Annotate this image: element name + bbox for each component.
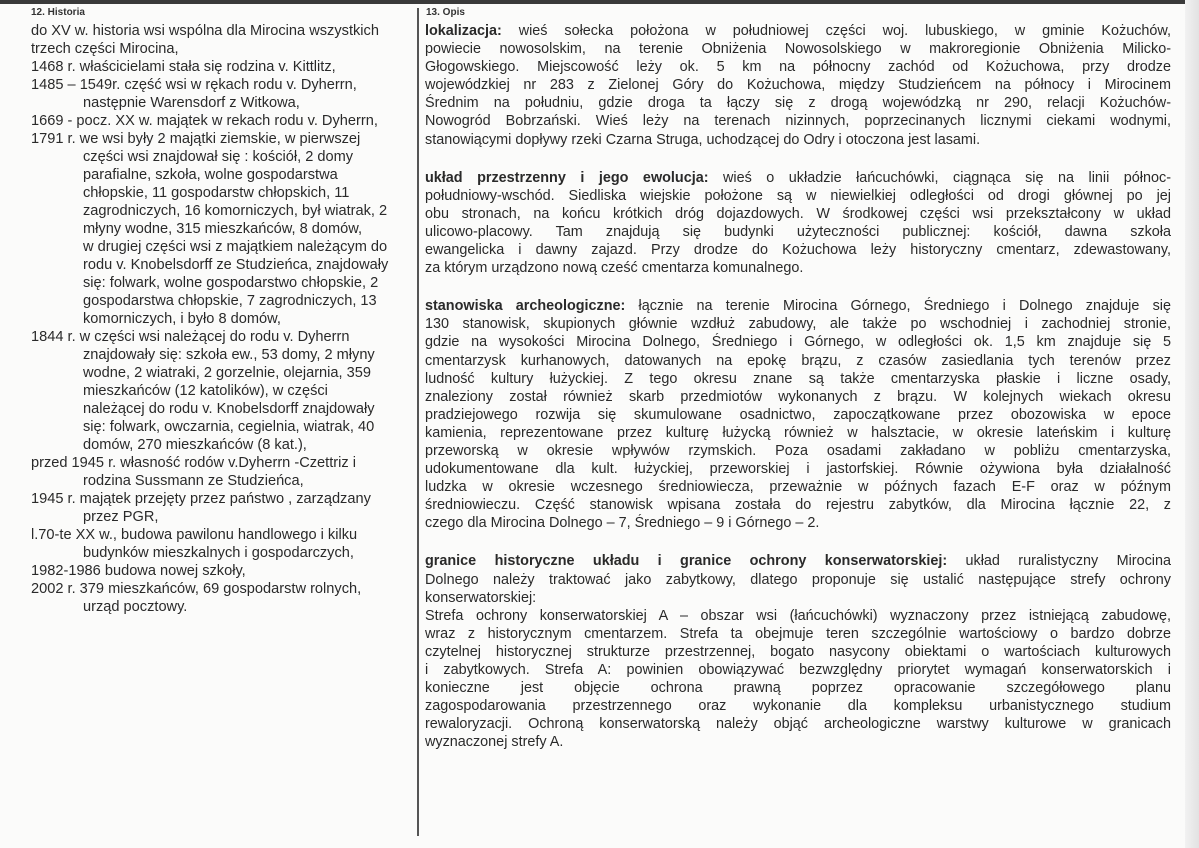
paragraph-line xyxy=(425,388,1171,406)
paragraph-text: układ ruralistyczny Mirocina xyxy=(947,553,1171,570)
history-line: rodu v. Knobelsdorff ze Studzieńca, znajdowały xyxy=(83,257,389,273)
paragraph-label: granice historyczne układu i granice ochrony konserwatorskiej: xyxy=(425,553,948,570)
history-line: 1485 – 1549r. część wsi w rękach rodu v. Dyherrn, xyxy=(31,77,357,93)
paragraph-line xyxy=(425,406,1171,424)
history-line: trzech części Mirocina, xyxy=(31,41,179,57)
paragraph-line xyxy=(425,58,1171,76)
paragraph-line xyxy=(425,607,1171,625)
description-paragraph xyxy=(425,169,1171,278)
description-paragraph xyxy=(425,297,1171,532)
history-line: następnie Warensdorf z Witkowa, xyxy=(83,95,300,111)
paragraph-text: czytelnej historycznej strukturze przestrzennej, bogato nasycony obiektami o wartościach kulturowych xyxy=(425,643,1171,660)
paragraph-text: przeworską w okresie wpływów rzymskich. Poza osadami zakładano w pobliżu cmentarzyska, xyxy=(425,442,1171,459)
history-line: przez PGR, xyxy=(83,509,159,525)
history-line: zagrodniczych, 16 komorniczych, był wiatrak, 2 xyxy=(83,203,388,219)
paragraph-text: łącznie na terenie Mirocina Górnego, Średniego i Dolnego znajduje się xyxy=(625,298,1171,315)
paragraph-text: średniowieczu. Część stanowisk wpisana została do rejestru zabytków, dla Mirocina łącznie 22, z xyxy=(425,497,1171,514)
history-line: 1669 - pocz. XX w. majątek w rekach rodu v. Dyherrn, xyxy=(31,113,378,129)
history-line: gospodarstwa chłopskie, 7 zagrodniczych, 13 xyxy=(83,293,377,309)
paragraph-text: Dolnego należy traktować jako zabytkowy, dlatego proponuje się ustalić następujące strefy ochrony xyxy=(425,571,1171,588)
paragraph-text: pradziejowego rozwija się skumulowane osadnictwo, zapoczątkowane przez obozowiska w epoce xyxy=(425,406,1171,423)
history-line: znajdowały się: szkoła ew., 53 domy, 2 młyny xyxy=(83,347,375,363)
paragraph-text: południowy-wschód. Siedliska wiejskie położone są w niewielkiej odległości od drogi głównej po jej xyxy=(425,187,1171,204)
paragraph-text: i zabytkowych. Strefa A: powinien obowiązywać bezwzględny priorytet wymagań konserwatorskich i xyxy=(425,662,1171,678)
paragraph-line xyxy=(425,297,1171,315)
paragraph-text: ludzka w okresie wczesnego średniowiecza, przeważnie w późnych fazach E-F oraz w późnym xyxy=(425,479,1171,496)
history-line: mieszkańców (12 katolików), w części xyxy=(83,383,328,399)
paragraph-text: za którym urządzono nową cześć cmentarza komunalnego. xyxy=(425,260,804,277)
description-paragraph xyxy=(425,552,1171,606)
paragraph-text: ludność kultury łużyckiej. Z tego okresu znane są także cmentarzyska płaskie i liczne osady, xyxy=(425,370,1171,387)
paragraph-line xyxy=(425,259,1171,277)
paragraph-text: udokumentowane dla kult. łużyckiej, przeworskiej i jastorfskiej. Równie ożywiona była działalność xyxy=(425,461,1171,478)
paragraph-text: wieś sołecka położona w południowej części woj. lubuskiego, w gminie Kożuchów, xyxy=(501,23,1171,39)
paragraph-line xyxy=(425,223,1171,241)
paragraph-text: Głogowskiego. Miejscowość leży ok. 5 km na północny zachód od Kożuchowa, przy drodze xyxy=(425,59,1171,76)
paragraph-text: cmentarzysk kurhanowych, datowanych na epokę brązu, z czasów zasiedlania tych terenów przez xyxy=(425,352,1171,369)
history-line: komorniczych, i było 8 domów, xyxy=(83,311,281,327)
paragraph-line xyxy=(425,661,1171,679)
history-line: przed 1945 r. własność rodów v.Dyherrn -Czettriz i xyxy=(31,455,356,471)
description-column xyxy=(425,22,1171,771)
paragraph-text: stanowiącymi dopływy rzeki Czarna Struga, uchodzącej do Odry i otoczona jest lasami. xyxy=(425,131,981,148)
paragraph-line xyxy=(425,22,1171,40)
history-line: 1982-1986 budowa nowej szkoły, xyxy=(31,563,246,579)
history-line: parafialne, szkoła, wolne gospodarstwa xyxy=(83,167,338,183)
history-line: się: folwark, owczarnia, cegielnia, wiatrak, 40 xyxy=(83,419,375,435)
history-line: budynków mieszkalnych i gospodarczych, xyxy=(83,545,354,561)
paragraph-text: Strefa ochrony konserwatorskiej A – obszar wsi (łańcuchówki) wyznaczony przez istniejącą zabudowę, xyxy=(425,607,1171,624)
scan-right-edge xyxy=(1185,0,1199,848)
paragraph-text: powiecie nowosolskim, na terenie Obniżenia Nowosolskiego w makroregionie Obniżenia Milicko- xyxy=(425,41,1171,58)
paragraph-line xyxy=(425,442,1171,460)
paragraph-text: wojewódzkiej nr 283 z Zielonej Góry do Kożuchowa, między Studzieńcem na północy i Mirocinem xyxy=(425,77,1171,94)
history-line: się: folwark, wolne gospodarstwo chłopskie, 2 xyxy=(83,275,379,291)
paragraph-line xyxy=(425,514,1171,532)
paragraph-line xyxy=(425,424,1171,442)
paragraph-label: lokalizacja: xyxy=(425,23,502,39)
history-line: domów, 270 mieszkańców (8 kat.), xyxy=(83,437,307,453)
history-line: 1945 r. majątek przejęty przez państwo , zarządzany xyxy=(31,491,371,507)
paragraph-line xyxy=(425,112,1171,130)
paragraph-line xyxy=(425,571,1171,589)
paragraph-line xyxy=(425,40,1171,58)
history-line: należącej do rodu v. Knobelsdorff znajdowały xyxy=(83,401,375,417)
paragraph-text: ewangelicka i dawny zajazd. Przy drodze do Kożuchowa leży historyczny cmentarz, zdewastowany, xyxy=(425,242,1171,259)
description-paragraph xyxy=(425,607,1171,752)
history-column xyxy=(31,22,421,616)
paragraph-line xyxy=(425,94,1171,112)
paragraph-text: Nowogród Bobrzański. Wieś leży na terenach nizinnych, poprzecinanych licznymi ciekami wodnymi, xyxy=(425,113,1171,130)
paragraph-line xyxy=(425,169,1171,187)
paragraph-label: układ przestrzenny i jego ewolucja: xyxy=(425,169,709,186)
section-heading-opis: 13. Opis xyxy=(426,7,465,18)
history-line: l.70-te XX w., budowa pawilonu handlowego i kilku xyxy=(31,527,358,543)
paragraph-text: Średnim na południu, gdzie droga ta łączy się z drogą wojewódzką nr 290, relacji Kożuchów- xyxy=(425,95,1171,112)
paragraph-line xyxy=(425,496,1171,514)
history-line: 2002 r. 379 mieszkańców, 69 gospodarstw rolnych, xyxy=(31,581,362,597)
paragraph-text: konieczne jest objęcie ochrona prawną poprzez opracowanie szczegółowego planu xyxy=(425,680,1171,697)
paragraph-line xyxy=(425,478,1171,496)
paragraph-label: stanowiska archeologiczne: xyxy=(425,298,626,315)
history-line: chłopskie, 11 gospodarstw chłopskich, 11 xyxy=(83,185,350,201)
paragraph-text: 130 stanowisk, skupionych głównie wzdłuż zabudowy, ale także po wschodniej i zachodniej stronie, xyxy=(425,316,1171,333)
paragraph-text: zagospodarowania przestrzennego oraz wykonanie dla kompleksu urbanistycznego studium xyxy=(425,698,1171,715)
paragraph-text: znaleziony został również skarb przedmiotów wykonanych z brązu. W kolejnych wiekach okresu xyxy=(425,388,1171,405)
paragraph-line xyxy=(425,552,1171,570)
paragraph-line xyxy=(425,697,1171,715)
history-line: 1468 r. właścicielami stała się rodzina v. Kittlitz, xyxy=(31,59,336,75)
paragraph-text: wieś o układzie łańcuchówki, ciągnąca się na linii północ- xyxy=(708,169,1171,186)
history-line: młyny wodne, 315 mieszkańców, 8 domów, xyxy=(83,221,363,237)
history-line: rodzina Sussmann ze Studzieńca, xyxy=(83,473,304,489)
paragraph-text: kamienia, reprezentowane przez kulturę łużycką również w halsztacie, w okresie lateńskim i kulturę xyxy=(425,424,1171,441)
paragraph-text: rewaloryzacji. Ochroną konserwatorską należy objąć archeologiczne warstwy kulturowe w granicach xyxy=(425,716,1171,733)
history-line: 1791 r. we wsi były 2 majątki ziemskie, w pierwszej xyxy=(31,131,361,147)
paragraph-line xyxy=(425,643,1171,661)
paragraph-line xyxy=(425,333,1171,351)
paragraph-line xyxy=(425,679,1171,697)
paragraph-line xyxy=(425,352,1171,370)
history-line: urząd pocztowy. xyxy=(83,599,188,615)
paragraph-text: konserwatorskiej: xyxy=(425,589,537,606)
paragraph-line xyxy=(425,131,1171,149)
history-line: do XV w. historia wsi wspólna dla Mirocina wszystkich xyxy=(31,23,379,39)
paragraph-text: wyznaczonej strefy A. xyxy=(425,734,564,751)
paragraph-line xyxy=(425,625,1171,643)
paragraph-text: ulicowo-placowy. Tam znajdują się budynki użyteczności publicznej: kościół, dawna szkoła xyxy=(425,223,1171,240)
paragraph-line xyxy=(425,241,1171,259)
paragraph-line xyxy=(425,76,1171,94)
paragraph-line xyxy=(425,187,1171,205)
paragraph-text: czego dla Mirocina Dolnego – 7, Średniego – 9 i Górnego – 2. xyxy=(425,515,820,532)
history-line: części wsi znajdował się : kościół, 2 domy xyxy=(83,149,354,165)
history-line: wodne, 2 wiatraki, 2 gorzelnie, olejarnia, 359 xyxy=(83,365,371,381)
history-line: 1844 r. w części wsi należącej do rodu v. Dyherrn xyxy=(31,329,350,345)
paragraph-line xyxy=(425,205,1171,223)
paragraph-line xyxy=(425,370,1171,388)
paragraph-line xyxy=(425,460,1171,478)
paragraph-line xyxy=(425,733,1171,751)
paragraph-text: wraz z historycznym cmentarzem. Strefa ta obejmuje teren szczególnie wartościowy o bardzo dobrze xyxy=(425,625,1171,642)
paragraph-text: obu stronach, na końcu krótkich dróg dojazdowych. W środkowej części wsi przekształcony w układ xyxy=(425,205,1171,222)
scan-top-edge xyxy=(0,0,1199,4)
section-heading-historia: 12. Historia xyxy=(31,7,85,18)
paragraph-line xyxy=(425,315,1171,333)
paragraph-line xyxy=(425,715,1171,733)
paragraph-line xyxy=(425,589,1171,607)
history-line: w drugiej części wsi z majątkiem należącym do xyxy=(83,239,388,255)
description-paragraph xyxy=(425,22,1171,149)
paragraph-text: gdzie na wysokości Mirocina Dolnego, Średniego i Górnego, w odległości ok. 1,5 km znajduje się 5 xyxy=(425,334,1171,351)
